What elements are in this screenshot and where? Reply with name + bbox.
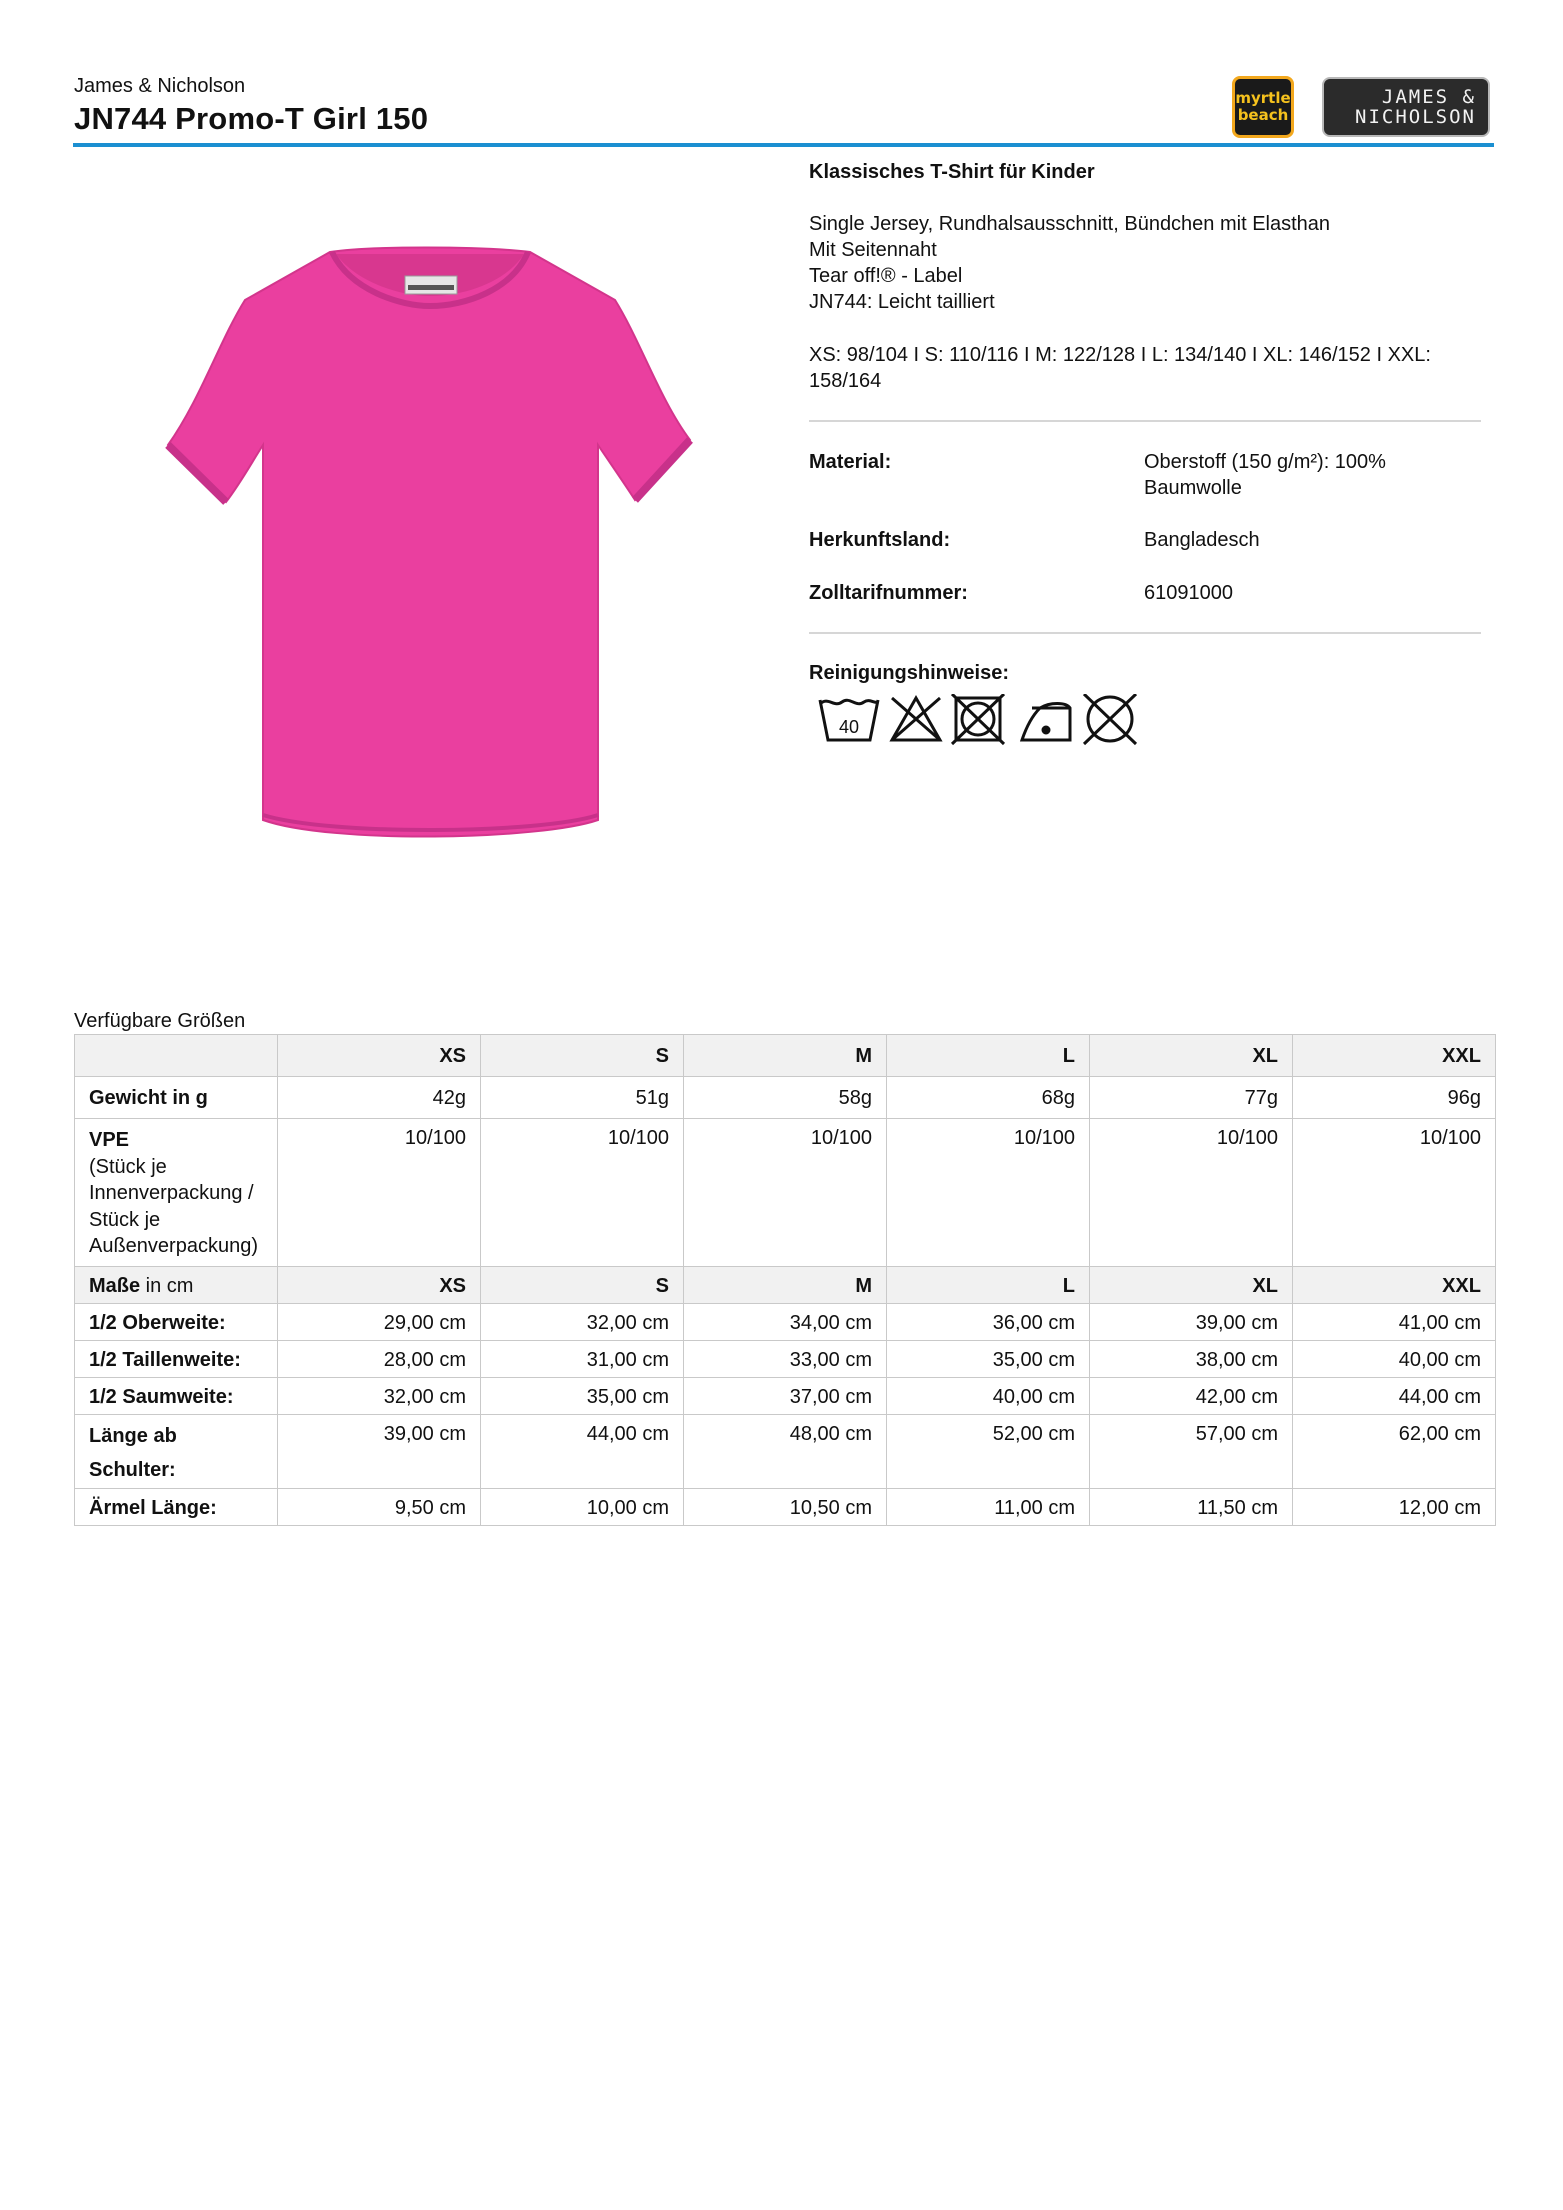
row-label: Gewicht in g: [75, 1077, 278, 1119]
size-header-row: [75, 1035, 1496, 1077]
brand-name: James & Nicholson: [74, 75, 246, 97]
weight-cell: 58g: [684, 1077, 887, 1119]
row-label: 1/2 Taillenweite:: [75, 1341, 278, 1378]
measure-cell: 10,00 cm: [481, 1489, 684, 1526]
measures-unit: in cm: [140, 1275, 194, 1297]
measure-row: [75, 1341, 1496, 1378]
measures-label: Maße: [89, 1275, 141, 1297]
measure-cell: 57,00 cm: [1090, 1415, 1293, 1489]
measure-cell: 12,00 cm: [1293, 1489, 1496, 1526]
iron-low-icon: [1022, 704, 1070, 741]
measures-label-cell: [75, 1267, 278, 1304]
measure-cell: 28,00 cm: [278, 1341, 481, 1378]
measure-cell: 39,00 cm: [1090, 1304, 1293, 1341]
vpe-cell: 10/100: [1293, 1119, 1496, 1267]
measure-cell: 9,50 cm: [278, 1489, 481, 1526]
measure-cell: 40,00 cm: [887, 1378, 1090, 1415]
logo-text: NICHOLSON: [1355, 106, 1476, 128]
measure-cell: 33,00 cm: [684, 1341, 887, 1378]
vpe-label-cell: [75, 1119, 278, 1267]
divider: [809, 420, 1481, 422]
row-label-note: Innenverpackung /: [89, 1182, 254, 1204]
row-label: Schulter:: [89, 1459, 176, 1481]
product-title: JN744 Promo-T Girl 150: [74, 101, 429, 136]
vpe-cell: 10/100: [481, 1119, 684, 1267]
measure-row: [75, 1304, 1496, 1341]
feature-line: Single Jersey, Rundhalsausschnitt, Bündchen mit Elasthan: [809, 213, 1331, 235]
row-label-note: Stück je: [89, 1208, 161, 1231]
feature-line: Mit Seitennaht: [809, 239, 937, 261]
measure-cell: 31,00 cm: [481, 1341, 684, 1378]
logo-text: beach: [1237, 106, 1289, 124]
measure-cell: 62,00 cm: [1293, 1415, 1496, 1489]
weight-row: [75, 1077, 1496, 1119]
length-label-cell: [75, 1415, 278, 1489]
measure-cell: 44,00 cm: [1293, 1378, 1496, 1415]
vpe-cell: 10/100: [684, 1119, 887, 1267]
size-header: XL: [1090, 1035, 1293, 1077]
sizes-table: [74, 1034, 1496, 1526]
row-label: Länge ab: [89, 1425, 177, 1447]
measure-cell: 37,00 cm: [684, 1378, 887, 1415]
weight-cell: 77g: [1090, 1077, 1293, 1119]
care-symbols: [818, 694, 1158, 746]
material-value: Oberstoff (150 g/m²): 100%: [1144, 451, 1386, 473]
size-header: S: [481, 1035, 684, 1077]
measure-cell: 11,50 cm: [1090, 1489, 1293, 1526]
divider: [809, 632, 1481, 634]
weight-cell: 68g: [887, 1077, 1090, 1119]
measure-cell: 34,00 cm: [684, 1304, 887, 1341]
material-value: Baumwolle: [1144, 477, 1242, 499]
sleeve-row: [75, 1489, 1496, 1526]
row-label: VPE: [89, 1129, 130, 1151]
tariff-value: 61091000: [1144, 582, 1233, 604]
material-label: Material:: [809, 451, 892, 473]
logo-text: JAMES &: [1381, 86, 1476, 108]
size-header: S: [481, 1267, 684, 1304]
measure-cell: 42,00 cm: [1090, 1378, 1293, 1415]
measure-cell: 11,00 cm: [887, 1489, 1090, 1526]
care-heading: Reinigungshinweise:: [809, 662, 1010, 684]
tariff-label: Zolltarifnummer:: [809, 582, 968, 604]
measure-cell: 40,00 cm: [1293, 1341, 1496, 1378]
size-header: M: [684, 1267, 887, 1304]
measure-cell: 35,00 cm: [481, 1378, 684, 1415]
origin-value: Bangladesch: [1144, 529, 1260, 551]
measure-cell: 52,00 cm: [887, 1415, 1090, 1489]
size-header: L: [887, 1267, 1090, 1304]
measure-cell: 41,00 cm: [1293, 1304, 1496, 1341]
size-range-line: XS: 98/104 I S: 110/116 I M: 122/128 I L: 134/140 I XL: 146/152 I XXL:: [809, 344, 1431, 366]
description-heading: Klassisches T-Shirt für Kinder: [809, 161, 1095, 183]
size-header: XL: [1090, 1267, 1293, 1304]
measure-cell: 10,50 cm: [684, 1489, 887, 1526]
length-row: [75, 1415, 1496, 1489]
size-header: XXL: [1293, 1035, 1496, 1077]
row-label: 1/2 Saumweite:: [75, 1378, 278, 1415]
feature-line: JN744: Leicht tailliert: [809, 291, 995, 313]
size-header: XS: [278, 1035, 481, 1077]
size-range-line: 158/164: [809, 370, 882, 392]
tshirt-image: [160, 240, 700, 900]
no-dry-clean-icon: [1084, 694, 1136, 744]
wash-40-icon: [820, 700, 878, 740]
vpe-cell: 10/100: [1090, 1119, 1293, 1267]
size-header: XS: [278, 1267, 481, 1304]
measure-cell: 32,00 cm: [278, 1378, 481, 1415]
measure-row: [75, 1378, 1496, 1415]
empty-cell: [75, 1035, 278, 1077]
vpe-cell: 10/100: [278, 1119, 481, 1267]
row-label: Ärmel Länge:: [75, 1489, 278, 1526]
row-label-note: Außenverpackung): [89, 1235, 258, 1257]
measure-cell: 32,00 cm: [481, 1304, 684, 1341]
logo-text: myrtle: [1235, 89, 1291, 107]
myrtle-beach-logo: [1232, 76, 1294, 138]
origin-label: Herkunftsland:: [809, 529, 951, 551]
no-bleach-icon: [892, 698, 940, 740]
weight-cell: 51g: [481, 1077, 684, 1119]
size-header: XXL: [1293, 1267, 1496, 1304]
weight-cell: 42g: [278, 1077, 481, 1119]
size-header: M: [684, 1035, 887, 1077]
measure-cell: 44,00 cm: [481, 1415, 684, 1489]
measure-cell: 36,00 cm: [887, 1304, 1090, 1341]
measure-cell: 29,00 cm: [278, 1304, 481, 1341]
sizes-caption: Verfügbare Größen: [74, 1010, 246, 1032]
measure-cell: 35,00 cm: [887, 1341, 1090, 1378]
header-rule: [73, 143, 1494, 147]
row-label-note: (Stück je: [89, 1155, 167, 1178]
james-nicholson-logo: [1322, 77, 1490, 137]
size-header: L: [887, 1035, 1090, 1077]
measure-cell: 38,00 cm: [1090, 1341, 1293, 1378]
svg-text:40: 40: [838, 717, 860, 737]
vpe-row: [75, 1119, 1496, 1267]
no-tumble-dry-icon: [952, 694, 1004, 744]
row-label: 1/2 Oberweite:: [75, 1304, 278, 1341]
weight-cell: 96g: [1293, 1077, 1496, 1119]
measure-cell: 39,00 cm: [278, 1415, 481, 1489]
vpe-cell: 10/100: [887, 1119, 1090, 1267]
feature-line: Tear off!® - Label: [809, 265, 963, 287]
measure-cell: 48,00 cm: [684, 1415, 887, 1489]
measures-header-row: [75, 1267, 1496, 1304]
